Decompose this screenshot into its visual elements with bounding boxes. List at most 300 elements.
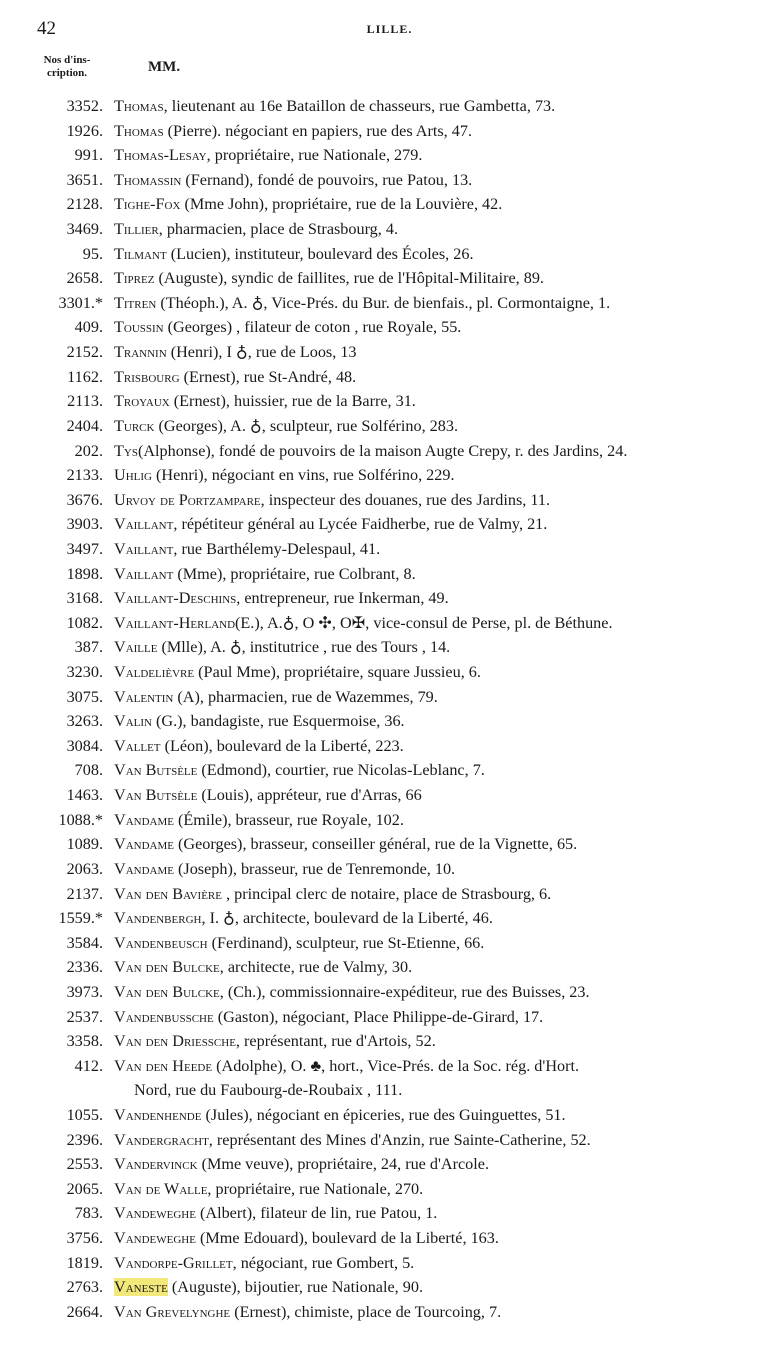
registration-number: 3903. [66,515,103,534]
entry-text [114,242,779,267]
entry-details: négociant, rue Gombert, 5. [236,1253,415,1272]
person-name: Vandenhende [114,1106,202,1124]
entry-line [114,1201,779,1226]
registration-number: 1089. [66,835,103,854]
entry-line [114,1005,779,1030]
directory-entry [0,217,779,242]
entry-text [114,758,779,783]
entry-line [114,1251,779,1276]
directory-entry [0,1275,779,1300]
directory-entry [0,315,779,340]
entry-line [114,488,779,513]
person-name: Thomas-Lesay, [114,146,211,165]
entry-text [114,488,779,513]
entry-text [114,1152,779,1177]
registration-number: 2113. [67,392,103,411]
entry-details: (Fernand), fondé de pouvoirs, rue Patou, 13. [181,170,473,189]
entry-text [114,389,779,414]
entry-details: I. ♁, architecte, boulevard de la Liberté, 46. [205,909,493,928]
directory-entry [0,562,779,587]
registration-number: 2664. [66,1302,103,1321]
entry-text [114,340,779,365]
entry-line [114,340,779,365]
entry-text [114,512,779,537]
directory-entry [0,808,779,833]
person-name: Vandame [114,835,174,854]
person-name: Titren [114,293,157,312]
column-headers [0,54,779,90]
person-name: Vaille [114,638,158,657]
entry-text [114,685,779,710]
registration-number: 2553. [66,1155,103,1174]
person-name: Vallet [114,736,161,755]
person-name: Valin [114,712,152,731]
person-name: Tiprez [114,269,155,288]
entry-text [114,537,779,562]
person-name: Tilmant [114,244,167,263]
person-name: Vaillant-Deschins, [114,589,241,608]
registration-number: 1559.* [58,909,103,928]
entry-line [114,1177,779,1202]
entry-text [114,1201,779,1226]
entry-text [114,586,779,611]
entry-text [114,439,779,464]
person-name: Van den Driessche, [114,1032,240,1051]
entry-details: (Théoph.), A. ♁, Vice-Prés. du Bur. de bienfais., pl. Cormontaigne, 1. [156,293,611,312]
entry-details: (Ernest), huissier, rue de la Barre, 31. [169,392,416,411]
entry-text [114,463,779,488]
entry-line [114,315,779,340]
directory-entry [0,758,779,783]
directory-entry [0,94,779,119]
entry-text [114,168,779,193]
entry-details: (Mlle), A. ♁, institutrice , rue des Tours , 14. [157,638,451,657]
person-name: Van den Bulcke, [114,982,224,1001]
directory-entry [0,1177,779,1202]
entry-text [114,1177,779,1202]
running-title: LILLE. [366,22,413,36]
directory-entry [0,709,779,734]
person-name: Tillier, [114,220,163,239]
entry-details: (Gaston), négociant, Place Philippe-de-Girard, 17. [213,1007,544,1026]
directory-entry [0,955,779,980]
entry-details: (Henri), I ♁, rue de Loos, 13 [166,343,357,362]
person-name: Toussin [114,318,164,337]
registration-number: 3263. [66,712,103,731]
entry-line [114,808,779,833]
entry-continuation: Nord, rue du Faubourg-de-Roubaix , 111. [134,1081,403,1100]
entry-details: (Pierre). négociant en papiers, rue des Arts, 47. [163,121,472,140]
directory-entry [0,1300,779,1325]
entry-details: (Mme), propriétaire, rue Colbrant, 8. [173,564,416,583]
person-name: Van den Heede [114,1056,213,1075]
directory-entry [0,586,779,611]
registration-number: 409. [74,318,103,337]
entry-text [114,832,779,857]
entry-text [114,635,779,660]
registration-number: 783. [74,1204,103,1223]
directory-entry [0,266,779,291]
entry-text [114,783,779,808]
directory-entry [0,980,779,1005]
registration-number: 3469. [66,220,103,239]
entry-line [114,1152,779,1177]
registration-number: 1082. [66,613,103,632]
registration-number: 3584. [66,933,103,952]
person-name: Valentin [114,687,174,706]
directory-entry [0,1251,779,1276]
entry-text [114,192,779,217]
entry-line [114,635,779,660]
entry-details: (Louis), appréteur, rue d'Arras, 66 [197,786,422,805]
registration-number: 2336. [66,958,103,977]
directory-entry [0,1201,779,1226]
registration-number: 2137. [66,884,103,903]
entry-text [114,734,779,759]
person-name: Van den Bulcke, [114,958,224,977]
entry-text [114,1029,779,1054]
registration-number: 1088.* [58,810,103,829]
person-name: Vandorpe-Grillet, [114,1253,237,1272]
entry-text [114,315,779,340]
entry-details: propriétaire, rue Nationale, 270. [211,1179,424,1198]
entry-text [114,1251,779,1276]
entry-details: (A), pharmacien, rue de Wazemmes, 79. [173,687,438,706]
registration-number: 3676. [66,490,103,509]
entry-details: inspecteur des douanes, rue des Jardins, 11. [264,490,550,509]
entry-text [114,1054,779,1103]
entry-text [114,217,779,242]
person-name: Urvoy de Portzampare, [114,490,265,509]
entry-text [114,931,779,956]
registration-number: 2658. [66,269,103,288]
registration-number: 95. [82,244,103,263]
entry-line [114,882,779,907]
directory-entry [0,734,779,759]
entry-details: (Mme veuve), propriétaire, 24, rue d'Arcole. [197,1155,490,1174]
registration-number: 2404. [66,416,103,435]
directory-entry [0,1152,779,1177]
entry-details: (Georges) , filateur de coton , rue Royale, 55. [163,318,462,337]
registration-number: 3651. [66,170,103,189]
registration-number: 2396. [66,1130,103,1149]
person-name: Vaillant, [114,539,178,558]
entry-line [114,143,779,168]
entry-text [114,94,779,119]
person-name: Thomassin [114,170,182,189]
entry-text [114,1005,779,1030]
person-name: Van Butsèle [114,786,198,805]
person-name: Van Butsèle [114,761,198,780]
entry-details: (Paul Mme), propriétaire, square Jussieu, 6. [194,663,481,682]
entry-details: (Adolphe), O. ♣, hort., Vice-Prés. de la Soc. rég. d'Hort. [212,1056,580,1075]
entry-line [114,266,779,291]
person-name: Trannin [114,343,167,362]
entry-text [114,365,779,390]
person-name: Vaillant, [114,515,178,534]
entry-details: (G.), bandagiste, rue Esquermoise, 36. [151,712,405,731]
person-name: Troyaux [114,392,170,411]
entry-details: (Georges), A. ♁, sculpteur, rue Solférino, 283. [154,416,458,435]
entry-details: pharmacien, place de Strasbourg, 4. [162,220,399,239]
directory-entry [0,931,779,956]
entry-line [114,1300,779,1325]
registration-number: 3352. [66,97,103,115]
registration-number: 1898. [66,564,103,583]
directory-entry [0,685,779,710]
person-name: Vandergracht, [114,1130,213,1149]
entry-details: (Léon), boulevard de la Liberté, 223. [160,736,404,755]
entry-line [114,660,779,685]
directory-entry [0,1054,779,1103]
registration-number: 1055. [66,1106,103,1124]
directory-entry [0,512,779,537]
entry-text [114,709,779,734]
entry-line [114,586,779,611]
entry-details: (Ernest), chimiste, place de Tourcoing, 7. [230,1302,502,1321]
directory-entry [0,832,779,857]
entry-details: (Lucien), instituteur, boulevard des Écoles, 26. [166,244,474,263]
directory-entry [0,783,779,808]
page-header [0,14,779,40]
registration-number: 412. [74,1056,103,1075]
directory-entry [0,143,779,168]
entry-details: entrepreneur, rue Inkerman, 49. [240,589,449,608]
entry-line [114,980,779,1005]
entry-text [114,882,779,907]
directory-entry [0,635,779,660]
directory-entry [0,291,779,316]
directory-entry [0,1103,779,1128]
entry-details: (Alphonse), fondé de pouvoirs de la maison Augte Crepy, r. des Jardins, 24. [137,441,628,460]
entry-details: (Edmond), courtier, rue Nicolas-Leblanc, 7. [197,761,485,780]
person-name: Vandenbussche [114,1007,214,1026]
directory-entries [0,94,779,1324]
entry-line [114,512,779,537]
directory-entry [0,414,779,439]
registration-number: 202. [74,441,103,460]
directory-entry [0,1226,779,1251]
registration-number: 2763. [66,1278,103,1297]
entry-details: architecte, rue de Valmy, 30. [223,958,413,977]
page-number: 42 [37,18,56,39]
entry-line [114,1226,779,1251]
directory-entry [0,660,779,685]
entry-line [114,955,779,980]
registration-number: 1926. [66,121,103,140]
registration-number: 3168. [66,589,103,608]
registration-number-header: Nos d'ins- cription. [43,54,91,79]
entry-line [114,709,779,734]
entry-text [114,980,779,1005]
directory-entry [0,365,779,390]
directory-entry [0,242,779,267]
person-name: Uhlig [114,466,152,485]
entry-text [114,414,779,439]
registration-number: 1463. [66,786,103,805]
registration-number: 991. [74,146,103,165]
registration-number: 3973. [66,982,103,1001]
registration-number: 708. [74,761,103,780]
entry-text [114,857,779,882]
entry-details: (Joseph), brasseur, rue de Tenremonde, 10. [173,859,456,878]
entry-line [114,94,779,119]
registration-number: 2133. [66,466,103,485]
names-header: MM. [148,59,181,75]
entry-details: lieutenant au 16e Bataillon de chasseurs, rue Gambetta, 73. [167,97,556,115]
entry-line [114,119,779,144]
directory-entry [0,906,779,931]
entry-details: représentant, rue d'Artois, 52. [239,1032,436,1051]
registration-number: 2537. [66,1007,103,1026]
entry-line [114,562,779,587]
entry-details: (Auguste), syndic de faillites, rue de l'Hôpital-Militaire, 89. [154,269,544,288]
person-name: Thomas [114,121,164,140]
entry-line [114,1029,779,1054]
entry-line [114,414,779,439]
registration-number: 1819. [66,1253,103,1272]
person-name: Vandenbergh, [114,909,206,928]
entry-details: (Ferdinand), sculpteur, rue St-Etienne, 66. [207,933,485,952]
entry-line [114,611,779,636]
entry-line [114,1103,779,1128]
entry-text [114,266,779,291]
entry-text [114,906,779,931]
directory-entry [0,611,779,636]
person-name: Vandenbeusch [114,933,208,952]
entry-details: propriétaire, rue Nationale, 279. [210,146,423,165]
entry-details: (E.), A.♁, O ✣, O✠, vice-consul de Perse, pl. de Béthune. [235,613,613,632]
entry-details: représentant des Mines d'Anzin, rue Sainte-Catherine, 52. [212,1130,591,1149]
entry-details: (Mme Edouard), boulevard de la Liberté, 163. [195,1229,499,1248]
registration-number: 2065. [66,1179,103,1198]
entry-line [114,537,779,562]
registration-number: 3075. [66,687,103,706]
person-name: Vaneste [114,1278,168,1297]
entry-text [114,1300,779,1325]
directory-entry [0,488,779,513]
person-name: Vaillant-Herland [114,613,236,632]
directory-entry [0,1005,779,1030]
entry-line [114,463,779,488]
entry-details: principal clerc de notaire, place de Strasbourg, 6. [230,884,552,903]
person-name: Van de Walle, [114,1179,212,1198]
directory-entry [0,882,779,907]
entry-line [114,906,779,931]
person-name: Van den Bavière , [114,884,231,903]
entry-line [114,1054,779,1079]
entry-details: (Jules), négociant en épiceries, rue des Guinguettes, 51. [201,1106,566,1124]
entry-text [114,119,779,144]
registration-number: 2063. [66,859,103,878]
entry-details: (Mme John), propriétaire, rue de la Louvière, 42. [180,195,503,214]
entry-line [114,389,779,414]
person-name: Trisbourg [114,367,180,386]
person-name: Vandeweghe [114,1204,196,1223]
entry-line [114,365,779,390]
registration-number: 3358. [66,1032,103,1051]
directory-entry [0,463,779,488]
directory-entry [0,1128,779,1153]
directory-entry [0,537,779,562]
entry-text [114,562,779,587]
person-name: Vaillant [114,564,174,583]
registration-number: 2152. [66,343,103,362]
entry-details: (Albert), filateur de lin, rue Patou, 1. [195,1204,438,1223]
person-name: Turck [114,416,155,435]
entry-text [114,291,779,316]
entry-line [114,931,779,956]
entry-line [114,439,779,464]
registration-number: 3497. [66,539,103,558]
entry-text [114,1226,779,1251]
entry-line [114,734,779,759]
directory-entry [0,340,779,365]
entry-details: (Georges), brasseur, conseiller général, rue de la Vignette, 65. [173,835,578,854]
person-name: Vandame [114,859,174,878]
entry-line [114,242,779,267]
registration-number: 2128. [66,195,103,214]
entry-line [114,758,779,783]
person-name: Thomas, [114,97,168,115]
directory-entry [0,857,779,882]
entry-line [114,783,779,808]
entry-line [114,1128,779,1153]
entry-details: (Ernest), rue St-André, 48. [179,367,357,386]
entry-details: (Émile), brasseur, rue Royale, 102. [173,810,404,829]
registration-number: 1162. [67,367,103,386]
entry-details: (Henri), négociant en vins, rue Solférino, 229. [151,466,455,485]
directory-entry [0,168,779,193]
entry-details: (Ch.), commissionnaire-expéditeur, rue des Buisses, 23. [223,982,590,1001]
directory-entry [0,192,779,217]
person-name: Vandame [114,810,174,829]
entry-line [114,857,779,882]
person-name: Vandervinck [114,1155,198,1174]
entry-text [114,808,779,833]
registration-number: 3756. [66,1229,103,1248]
entry-text [114,660,779,685]
entry-details: répétiteur général au Lycée Faidherbe, rue de Valmy, 21. [177,515,548,534]
directory-entry [0,119,779,144]
registration-number: 3301.* [58,293,103,312]
entry-line [114,1275,779,1300]
person-name: Van Grevelynghe [114,1302,231,1321]
entry-text [114,1128,779,1153]
entry-line [114,192,779,217]
entry-text [114,611,779,636]
directory-entry [0,389,779,414]
registration-number: 3084. [66,736,103,755]
entry-text [114,955,779,980]
person-name: Tys [114,441,138,460]
registration-number: 3230. [66,663,103,682]
entry-text [114,143,779,168]
directory-entry [0,439,779,464]
entry-text [114,1103,779,1128]
directory-entry [0,1029,779,1054]
person-name: Vandeweghe [114,1229,196,1248]
person-name: Tighe-Fox [114,195,181,214]
entry-line [114,832,779,857]
entry-line [114,291,779,316]
person-name: Valdelièvre [114,663,195,682]
entry-details: rue Barthélemy-Delespaul, 41. [177,539,381,558]
entry-details: (Auguste), bijoutier, rue Nationale, 90. [167,1278,423,1297]
entry-line [114,685,779,710]
registration-number: 387. [74,638,103,657]
entry-line [114,217,779,242]
